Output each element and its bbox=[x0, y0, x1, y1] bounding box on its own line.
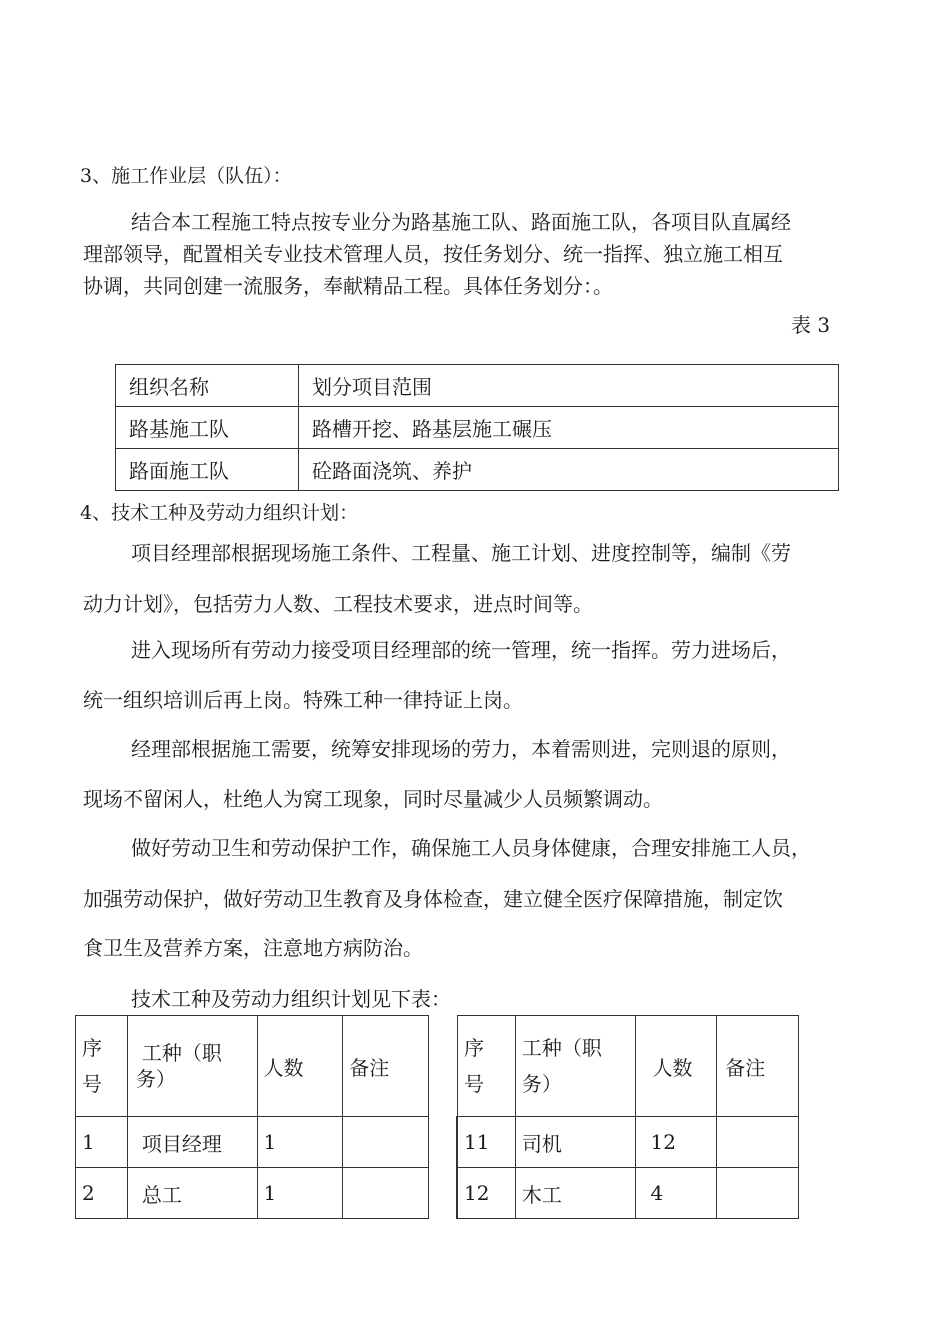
paragraph-line: 理部领导，配置相关专业技术管理人员，按任务划分、统一指挥、独立施工相互 bbox=[83, 242, 783, 266]
table-header-cell bbox=[515, 1016, 636, 1117]
paragraph-line: 现场不留闲人，杜绝人为窝工现象，同时尽量减少人员频繁调动。 bbox=[83, 787, 663, 811]
table-cell: 司机 bbox=[515, 1117, 636, 1168]
table-cell: 项目经理 bbox=[127, 1117, 257, 1168]
header-text: 号 bbox=[82, 1072, 102, 1096]
section-4-heading: 4、技术工种及劳动力组织计划： bbox=[80, 502, 359, 524]
table-header-row bbox=[458, 1016, 799, 1117]
table-row bbox=[76, 1168, 429, 1219]
table-cell: 12 bbox=[636, 1117, 717, 1168]
paragraph-line: 做好劳动卫生和劳动保护工作，确保施工人员身体健康，合理安排施工人员， bbox=[131, 836, 811, 860]
table-cell: 路槽开挖、路基层施工碾压 bbox=[299, 407, 839, 449]
table-gap-column bbox=[428, 1116, 457, 1219]
table-row bbox=[458, 1117, 799, 1168]
task-division-table bbox=[115, 364, 839, 491]
table-row bbox=[116, 407, 839, 449]
paragraph-line: 加强劳动保护，做好劳动卫生教育及身体检查，建立健全医疗保障措施，制定饮 bbox=[83, 887, 783, 911]
table-cell: 路基施工队 bbox=[116, 407, 299, 449]
header-text: 务） bbox=[521, 1072, 562, 1096]
labor-table-right bbox=[457, 1015, 799, 1219]
paragraph-line: 项目经理部根据现场施工条件、工程量、施工计划、进度控制等，编制《劳 bbox=[131, 541, 791, 565]
paragraph-line: 动力计划》，包括劳力人数、工程技术要求，进点时间等。 bbox=[83, 592, 593, 616]
table-cell bbox=[343, 1117, 429, 1168]
paragraph-line: 进入现场所有劳动力接受项目经理部的统一管理，统一指挥。劳力进场后， bbox=[131, 638, 791, 662]
table-header-cell bbox=[458, 1016, 516, 1117]
table-cell: 1 bbox=[257, 1168, 343, 1219]
header-text: 序 bbox=[82, 1036, 102, 1060]
table-cell: 4 bbox=[636, 1168, 717, 1219]
table-header-cell: 人数 bbox=[257, 1016, 343, 1117]
table-row bbox=[458, 1168, 799, 1219]
header-text: 工种（职 bbox=[521, 1036, 602, 1060]
paragraph-line: 协调，共同创建一流服务，奉献精品工程。具体任务划分：。 bbox=[83, 274, 613, 298]
table-cell: 1 bbox=[76, 1117, 128, 1168]
section-3-heading: 3、施工作业层（队伍）： bbox=[80, 165, 292, 187]
table-cell: 路面施工队 bbox=[116, 449, 299, 491]
labor-table-caption: 技术工种及劳动力组织计划见下表： bbox=[131, 987, 451, 1011]
table-cell: 木工 bbox=[515, 1168, 636, 1219]
table-cell: 砼路面浇筑、养护 bbox=[299, 449, 839, 491]
table-header-cell: 划分项目范围 bbox=[299, 365, 839, 407]
table-cell: 12 bbox=[458, 1168, 516, 1219]
labor-table-left bbox=[75, 1015, 429, 1219]
table-cell: 1 bbox=[257, 1117, 343, 1168]
table-cell bbox=[343, 1168, 429, 1219]
table-cell: 2 bbox=[76, 1168, 128, 1219]
table-cell bbox=[717, 1168, 799, 1219]
table-cell bbox=[717, 1117, 799, 1168]
table-row bbox=[116, 449, 839, 491]
table-caption: 表 3 bbox=[791, 313, 831, 337]
header-text: 序 bbox=[464, 1036, 484, 1060]
table-header-cell bbox=[76, 1016, 128, 1117]
table-header-cell: 人数 bbox=[636, 1016, 717, 1117]
paragraph-line: 食卫生及营养方案，注意地方病防治。 bbox=[83, 936, 423, 960]
table-row bbox=[76, 1117, 429, 1168]
table-header-row bbox=[76, 1016, 429, 1117]
header-text: 务） bbox=[135, 1067, 176, 1091]
table-header-row bbox=[116, 365, 839, 407]
table-cell: 11 bbox=[458, 1117, 516, 1168]
table-header-cell: 组织名称 bbox=[116, 365, 299, 407]
paragraph-line: 统一组织培训后再上岗。特殊工种一律持证上岗。 bbox=[83, 688, 523, 712]
table-header-cell: 备注 bbox=[343, 1016, 429, 1117]
table-header-cell bbox=[127, 1016, 257, 1117]
table-cell: 总工 bbox=[127, 1168, 257, 1219]
header-text: 号 bbox=[464, 1072, 484, 1096]
table-header-cell: 备注 bbox=[717, 1016, 799, 1117]
header-text: 工种（职 bbox=[141, 1041, 222, 1065]
paragraph-line: 结合本工程施工特点按专业分为路基施工队、路面施工队，各项目队直属经 bbox=[131, 210, 791, 234]
paragraph-line: 经理部根据施工需要，统筹安排现场的劳力，本着需则进，完则退的原则， bbox=[131, 737, 791, 761]
